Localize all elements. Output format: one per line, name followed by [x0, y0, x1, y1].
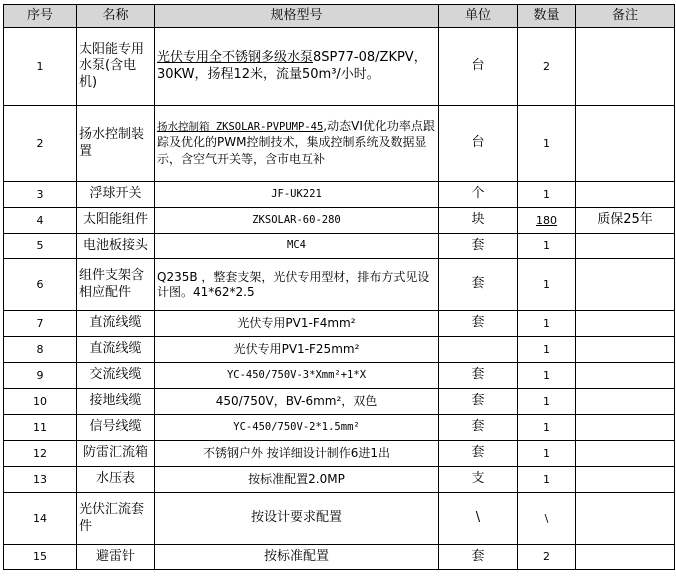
row-unit: 台 — [439, 106, 518, 182]
row-index: 15 — [4, 545, 77, 570]
table-row — [4, 493, 675, 545]
table-row — [4, 208, 675, 234]
row-note — [576, 234, 675, 259]
row-spec: ZKSOLAR-60-280 — [155, 208, 439, 234]
table-row — [4, 337, 675, 363]
row-name: 避雷针 — [77, 545, 155, 570]
header-row — [4, 5, 675, 28]
row-index: 8 — [4, 337, 77, 363]
row-qty: 1 — [518, 415, 576, 441]
row-qty: 1 — [518, 337, 576, 363]
row-qty: 1 — [518, 259, 576, 311]
row-name: 浮球开关 — [77, 182, 155, 208]
row-name: 扬水控制装置 — [77, 106, 155, 182]
row-spec: 按设计要求配置 — [155, 493, 439, 545]
table-row — [4, 545, 675, 570]
row-unit: 套 — [439, 545, 518, 570]
row-unit — [439, 337, 518, 363]
row-name: 防雷汇流箱 — [77, 441, 155, 467]
header-unit: 单位 — [439, 5, 518, 28]
row-index: 4 — [4, 208, 77, 234]
table-row — [4, 441, 675, 467]
row-unit: 套 — [439, 389, 518, 415]
row-name: 交流线缆 — [77, 363, 155, 389]
row-note — [576, 106, 675, 182]
row-name: 信号线缆 — [77, 415, 155, 441]
row-unit: 套 — [439, 415, 518, 441]
row-name: 水压表 — [77, 467, 155, 493]
row-spec-model: 光伏专用全不锈钢多级水泵 — [157, 50, 314, 66]
row-qty: 180 — [518, 208, 576, 234]
table-row — [4, 389, 675, 415]
row-qty: 1 — [518, 441, 576, 467]
row-spec — [155, 28, 439, 106]
row-name: 光伏汇流套件 — [77, 493, 155, 545]
row-unit: \ — [439, 493, 518, 545]
header-note: 备注 — [576, 5, 675, 28]
row-note — [576, 182, 675, 208]
row-unit: 套 — [439, 311, 518, 337]
row-spec — [155, 106, 439, 182]
row-unit: 个 — [439, 182, 518, 208]
row-index: 10 — [4, 389, 77, 415]
row-note — [576, 441, 675, 467]
row-spec: Q235B ，整套支架，光伏专用型材，排布方式见设计图。41*62*2.5 — [155, 259, 439, 311]
row-note: 质保25年 — [576, 208, 675, 234]
row-unit: 台 — [439, 28, 518, 106]
row-unit: 块 — [439, 208, 518, 234]
table-row — [4, 415, 675, 441]
row-name: 组件支架含相应配件 — [77, 259, 155, 311]
table-row — [4, 259, 675, 311]
row-spec: MC4 — [155, 234, 439, 259]
row-index: 5 — [4, 234, 77, 259]
row-name: 电池板接头 — [77, 234, 155, 259]
row-qty: 1 — [518, 311, 576, 337]
row-unit: 支 — [439, 467, 518, 493]
row-index: 13 — [4, 467, 77, 493]
equipment-list-table — [3, 4, 675, 570]
table-row — [4, 106, 675, 182]
row-index: 6 — [4, 259, 77, 311]
row-name: 直流线缆 — [77, 311, 155, 337]
table-row — [4, 182, 675, 208]
row-note — [576, 493, 675, 545]
row-qty: 2 — [518, 28, 576, 106]
row-index: 14 — [4, 493, 77, 545]
row-qty: 1 — [518, 363, 576, 389]
row-unit: 套 — [439, 441, 518, 467]
row-spec: 按标准配置 — [155, 545, 439, 570]
row-spec: 光伏专用PV1-F4mm² — [155, 311, 439, 337]
row-note — [576, 363, 675, 389]
row-spec: 按标准配置2.0MP — [155, 467, 439, 493]
row-spec-model: 扬水控制箱 ZKSOLAR-PVPUMP-45 — [157, 121, 324, 134]
row-unit: 套 — [439, 363, 518, 389]
row-qty: 1 — [518, 467, 576, 493]
header-qty: 数量 — [518, 5, 576, 28]
table-row — [4, 467, 675, 493]
row-note — [576, 259, 675, 311]
row-name: 太阳能组件 — [77, 208, 155, 234]
row-spec: 光伏专用PV1-F25mm² — [155, 337, 439, 363]
row-note — [576, 311, 675, 337]
row-note — [576, 389, 675, 415]
row-index: 3 — [4, 182, 77, 208]
row-qty: 2 — [518, 545, 576, 570]
table-row — [4, 28, 675, 106]
row-note — [576, 415, 675, 441]
header-spec: 规格型号 — [155, 5, 439, 28]
row-qty: 1 — [518, 389, 576, 415]
row-note — [576, 545, 675, 570]
row-qty: 1 — [518, 182, 576, 208]
row-spec-detail: ,动态VI优化功率点跟踪及优化的PWM控制技术，集成控制系统及数据显示，含空气开关等，含市电互补 — [157, 119, 435, 166]
row-index: 2 — [4, 106, 77, 182]
row-spec: JF-UK221 — [155, 182, 439, 208]
row-index: 9 — [4, 363, 77, 389]
row-spec: 450/750V，BV-6mm²，双色 — [155, 389, 439, 415]
row-index: 12 — [4, 441, 77, 467]
table-row — [4, 363, 675, 389]
table-row — [4, 234, 675, 259]
header-name: 名称 — [77, 5, 155, 28]
row-qty: 1 — [518, 106, 576, 182]
row-note — [576, 337, 675, 363]
row-spec: 不锈钢户外 按详细设计制作6进1出 — [155, 441, 439, 467]
header-index: 序号 — [4, 5, 77, 28]
row-qty: 1 — [518, 234, 576, 259]
row-name: 直流线缆 — [77, 337, 155, 363]
row-index: 11 — [4, 415, 77, 441]
row-note — [576, 467, 675, 493]
row-index: 7 — [4, 311, 77, 337]
row-name: 接地线缆 — [77, 389, 155, 415]
row-note — [576, 28, 675, 106]
row-spec: YC-450/750V-3*Xmm²+1*X — [155, 363, 439, 389]
table-row — [4, 311, 675, 337]
row-spec: YC-450/750V-2*1.5mm² — [155, 415, 439, 441]
row-unit: 套 — [439, 259, 518, 311]
row-unit: 套 — [439, 234, 518, 259]
row-qty: \ — [518, 493, 576, 545]
row-spec-detail: 8SP77-08/ZKPV，30KW，扬程12米，流量50m³/小时。 — [157, 50, 427, 82]
row-name: 太阳能专用水泵(含电机) — [77, 28, 155, 106]
row-index: 1 — [4, 28, 77, 106]
